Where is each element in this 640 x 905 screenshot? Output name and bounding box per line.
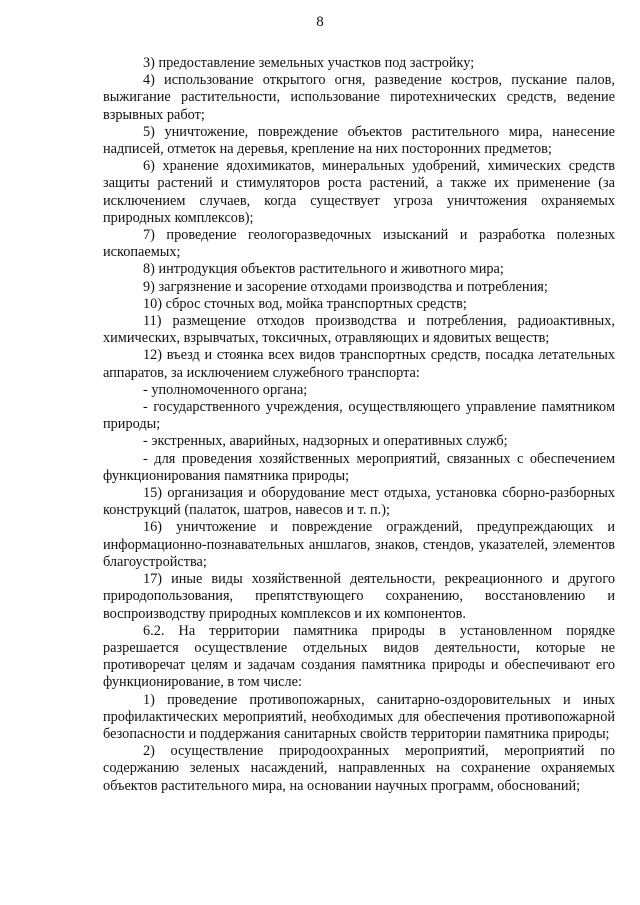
paragraph-item-7: 7) проведение геологоразведочных изысканий и разработка полезных ископаемых;: [103, 227, 615, 261]
paragraph-item-6: 6) хранение ядохимикатов, минеральных удобрений, химических средств защиты растений и стимуляторов роста растений, а также их применение (за исключением случаев, когда существует угроза уничтожения охраняемых природных комплексов);: [103, 158, 615, 226]
paragraph-item-3: 3) предоставление земельных участков под застройку;: [143, 55, 475, 71]
paragraph-subitem-economic-activities: - для проведения хозяйственных мероприятий, связанных с обеспечением функционирования памятника природы;: [103, 450, 615, 484]
paragraph-item-15: 15) организация и оборудование мест отдыха, установка сборно-разборных конструкций (палаток, шатров, навесов и т. п.);: [103, 485, 615, 519]
paragraph-item-5: 5) уничтожение, повреждение объектов растительного мира, нанесение надписей, отметок на деревья, крепление на них посторонних предметов;: [103, 123, 615, 158]
paragraph-item-12: 12) въезд и стоянка всех видов транспортных средств, посадка летательных аппаратов, за исключением служебного транспорта:: [103, 347, 615, 381]
paragraph-subitem-emergency-services: - экстренных, аварийных, надзорных и оперативных служб;: [143, 433, 508, 450]
paragraph-section-6-2: 6.2. На территории памятника природы в установленном порядке разрешается осуществление отдельных видов деятельности, которые не противоречат целям и задачам создания памятника природы и обеспечивают его функционирование, в том числе:: [103, 622, 615, 691]
paragraph-subitem-authorized-body: - уполномоченного органа;: [143, 381, 308, 398]
paragraph-item-10: 10) сброс сточных вод, мойка транспортных средств;: [143, 295, 467, 312]
paragraph-allowed-item-1: 1) проведение противопожарных, санитарно-оздоровительных и иных профилактических мероприятий, необходимых для обеспечения противопожарной безопасности и поддержания санитарных свойств территории памятника природы;: [103, 691, 615, 742]
paragraph-item-11: 11) размещение отходов производства и потребления, радиоактивных, химических, взрывчатых, токсичных, отравляющих и ядовитых веществ;: [103, 313, 615, 347]
document-body: [103, 55, 615, 795]
paragraph-item-4: 4) использование открытого огня, разведение костров, пускание палов, выжигание растительности, использование пиротехнических средств, ведение взрывных работ;: [103, 72, 615, 123]
paragraph-item-17: 17) иные виды хозяйственной деятельности, рекреационного и другого природопользования, препятствующего сохранению, восстановлению и воспроизводству природных комплексов и их компонентов.: [103, 571, 615, 622]
paragraph-item-16: 16) уничтожение и повреждение ограждений, предупреждающих и информационно-познавательных аншлагов, знаков, стендов, указателей, элементов благоустройства;: [103, 519, 615, 570]
paragraph-item-8: 8) интродукция объектов растительного и животного мира;: [143, 261, 504, 278]
paragraph-item-9: 9) загрязнение и засорение отходами производства и потребления;: [143, 278, 548, 295]
paragraph-allowed-item-2: 2) осуществление природоохранных мероприятий, мероприятий по содержанию зеленых насаждений, направленных на сохранение охраняемых объектов растительного мира, на основании научных программ, обоснований;: [103, 743, 615, 794]
page-number: 8: [316, 14, 324, 30]
paragraph-subitem-state-institution: - государственного учреждения, осуществляющего управление памятником природы;: [103, 399, 615, 433]
